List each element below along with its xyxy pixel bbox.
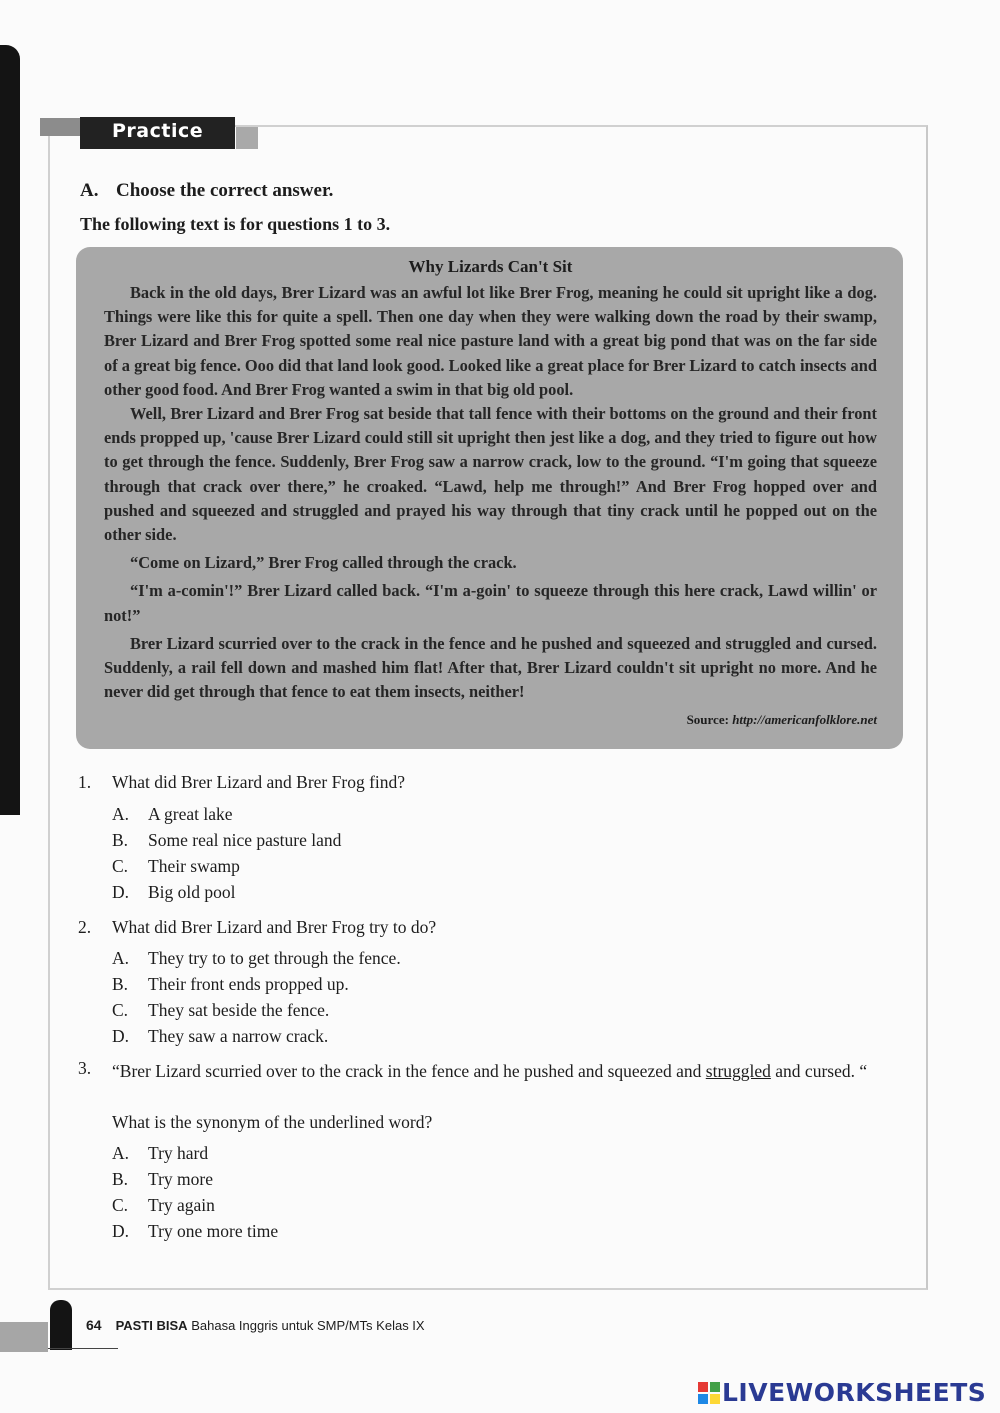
option-text: Some real nice pasture land [148, 830, 342, 850]
book-title-bold: PASTI BISA [115, 1318, 188, 1333]
question-1-option-a[interactable] [112, 804, 233, 825]
source-link[interactable]: http://americanfolklore.net [732, 712, 877, 728]
option-letter: C. [112, 1000, 129, 1020]
quote-text: “Brer Lizard scurried over to the crack in the fence and he pushed and squeezed and [112, 1061, 702, 1081]
question-2-option-c[interactable] [112, 1000, 329, 1021]
option-text: They try to to get through the fence. [148, 948, 401, 968]
option-text: A great lake [148, 804, 233, 824]
question-3-option-a[interactable] [112, 1143, 208, 1164]
option-letter: A. [112, 948, 130, 968]
passage-paragraph: “Come on Lizard,” Brer Frog called through the crack. [130, 553, 517, 573]
passage-paragraph: Brer Lizard scurried over to the crack in the fence and he pushed and squeezed and struggled and cursed. Suddenly, a rail fell down and mashed him flat! After that, Brer Lizard couldn't sit upright no more. And he never did get through that fence to eat them insects, neither! [104, 633, 877, 702]
page-number: 64 [86, 1317, 102, 1333]
question-2-option-b[interactable] [112, 974, 349, 995]
question-text: What did Brer Lizard and Brer Frog find? [112, 772, 406, 792]
question-3-option-d[interactable] [112, 1221, 278, 1242]
option-letter: D. [112, 882, 130, 902]
question-3-option-b[interactable] [112, 1169, 213, 1190]
option-text: Their swamp [148, 856, 240, 876]
page-spine [0, 45, 20, 815]
footer-rule [48, 1348, 118, 1349]
option-text: Try more [148, 1169, 213, 1189]
question-number: 2. [78, 917, 92, 937]
page-footer [86, 1317, 425, 1333]
question-3-option-c[interactable] [112, 1195, 215, 1216]
section-instruction: The following text is for questions 1 to 3. [80, 214, 391, 234]
option-letter: B. [112, 974, 129, 994]
option-letter: D. [112, 1026, 130, 1046]
section-letter: A. [80, 180, 99, 201]
underlined-word: struggled [705, 1061, 771, 1081]
section-heading [80, 180, 333, 202]
passage-paragraph: Back in the old days, Brer Lizard was an awful lot like Brer Frog, meaning he could sit upright like a dog. Things were like this for quite a spell. Then one day when they were walking down the road by their swamp, Brer Lizard and Brer Frog spotted some real nice pasture land with a great big pond that was on the far side of a great big fence. Ooo did that land look good. Looked like a great place for Brer Lizard to catch insects and other good food. And Brer Frog wanted a swim in that big old pool. [104, 283, 877, 399]
option-text: Big old pool [148, 882, 236, 902]
section-title: Choose the correct answer. [116, 180, 334, 201]
header-accent-tail [236, 127, 258, 149]
practice-heading: Practice [112, 120, 204, 142]
option-text: Try one more time [148, 1221, 279, 1241]
liveworksheets-logo[interactable] [698, 1378, 986, 1407]
question-3-text: What is the synonym of the underlined word? [112, 1112, 433, 1132]
reading-passage [76, 247, 903, 749]
option-text: They sat beside the fence. [148, 1000, 330, 1020]
option-text: They saw a narrow crack. [148, 1026, 329, 1046]
question-1-option-b[interactable] [112, 830, 341, 851]
source-label: Source: [686, 712, 729, 728]
passage-source [104, 712, 877, 728]
option-letter: B. [112, 1169, 129, 1189]
question-3-number: 3. [78, 1058, 92, 1078]
question-2-option-a[interactable] [112, 948, 401, 969]
quote-text: and cursed. “ [775, 1061, 868, 1081]
question-text: What did Brer Lizard and Brer Frog try to do? [112, 917, 437, 937]
passage-paragraph: “I'm a-comin'!” Brer Lizard called back. “I'm a-goin' to squeeze through this here crack, Lawd willin' or not!” [104, 581, 877, 625]
option-letter: A. [112, 804, 130, 824]
book-title: Bahasa Inggris untuk SMP/MTs Kelas IX [191, 1318, 425, 1333]
passage-title: Why Lizards Can't Sit [408, 257, 573, 276]
question-1-option-d[interactable] [112, 882, 236, 903]
option-letter: C. [112, 856, 129, 876]
logo-icon [698, 1382, 720, 1404]
passage-paragraph: Well, Brer Lizard and Brer Frog sat beside that tall fence with their bottoms on the ground and their front ends propped up, 'cause Brer Lizard could still sit upright then jest like a dog, and they tried to figure out how to get through the fence. Suddenly, Brer Frog saw a narrow crack, low to the ground. “I'm going that squeeze through that crack over there,” he croaked. “Lawd, help me through!” And Brer Frog hopped over and pushed and squeezed and struggled and prayed his way through that tiny crack until he popped out on the other side. [104, 404, 877, 545]
question-3-quote [112, 1058, 904, 1084]
option-text: Try again [148, 1195, 215, 1215]
option-text: Their front ends propped up. [148, 974, 349, 994]
brand-name: LIVEWORKSHEETS [722, 1378, 987, 1407]
question-number: 1. [78, 772, 92, 792]
question-1-option-c[interactable] [112, 856, 240, 877]
option-letter: D. [112, 1221, 130, 1241]
option-text: Try hard [148, 1143, 209, 1163]
option-letter: A. [112, 1143, 130, 1163]
footer-tab [50, 1300, 72, 1350]
option-letter: C. [112, 1195, 129, 1215]
footer-accent-gray [0, 1322, 48, 1352]
question-2-option-d[interactable] [112, 1026, 328, 1047]
option-letter: B. [112, 830, 129, 850]
